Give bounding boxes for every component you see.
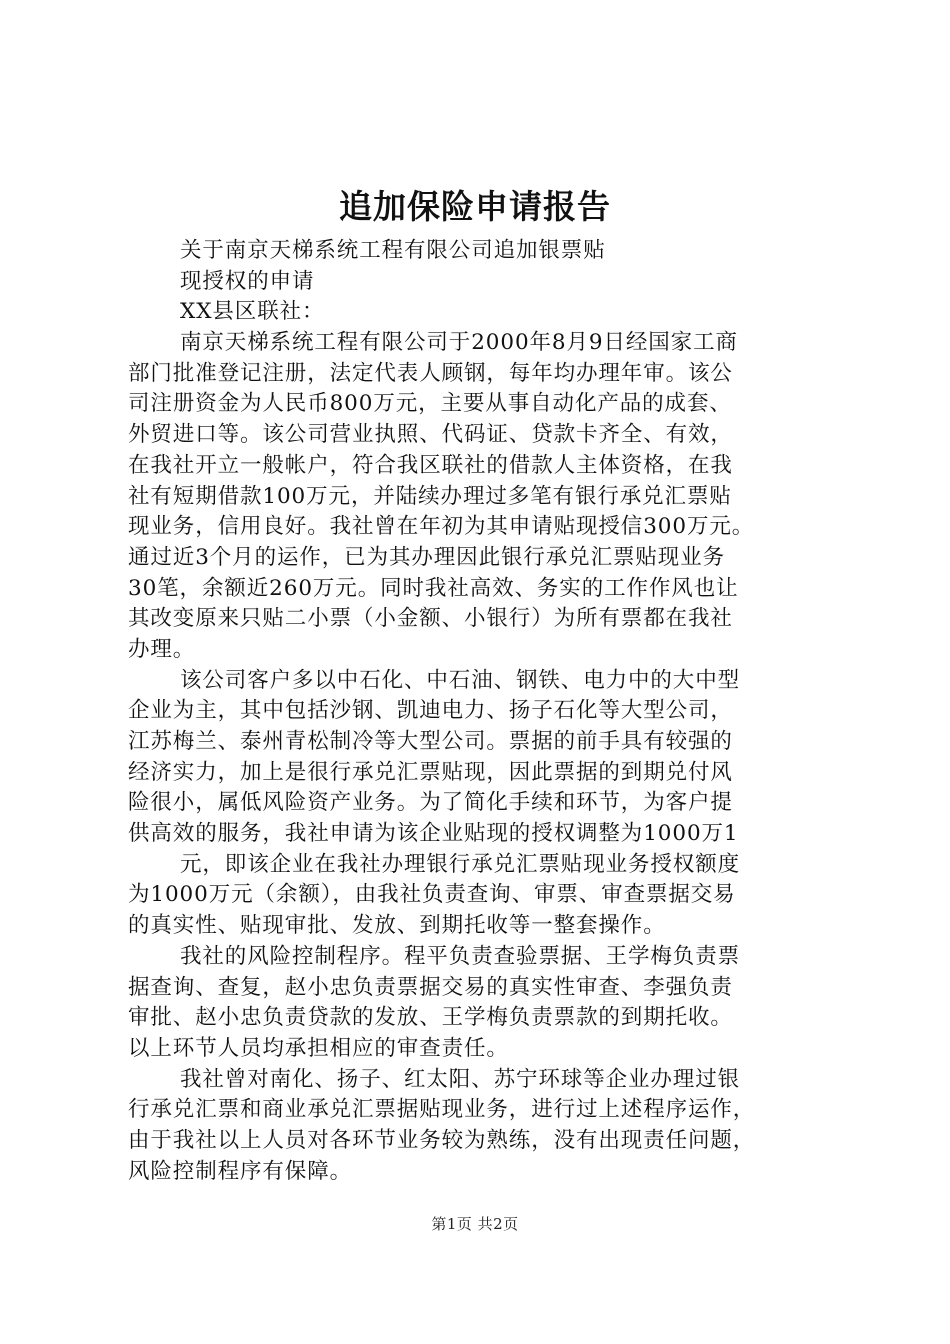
- body-line: 企业为主，其中包括沙钢、凯迪电力、扬子石化等大型公司，: [128, 698, 733, 724]
- body-line: 在我社开立一般帐户，符合我区联社的借款人主体资格，在我: [128, 452, 733, 478]
- body-line: 司注册资金为人民币800万元，主要从事自动化产品的成套、: [128, 391, 732, 417]
- body-line: 办理。: [128, 636, 196, 662]
- body-line: 以上环节人员均承担相应的审查责任。: [128, 1035, 509, 1061]
- body-line: 审批、赵小忠负责贷款的发放、王学梅负责票款的到期托收。: [128, 1005, 733, 1031]
- body-line: 通过近3个月的运作，已为其办理因此银行承兑汇票贴现业务: [128, 544, 725, 570]
- body-line: 供高效的服务，我社申请为该企业贴现的授权调整为1000万1: [128, 821, 739, 847]
- body-line: 社有短期借款100万元，并陆续办理过多笔有银行承兑汇票贴: [128, 483, 732, 509]
- body-line: 行承兑汇票和商业承兑汇票据贴现业务，进行过上述程序运作，: [128, 1097, 756, 1123]
- body-line: 元，即该企业在我社办理银行承兑汇票贴现业务授权额度: [180, 851, 741, 877]
- body-line: 该公司客户多以中石化、中石油、钢铁、电力中的大中型: [180, 667, 741, 693]
- body-line: 南京天梯系统工程有限公司于2000年8月9日经国家工商: [180, 330, 738, 356]
- body-line: 现授权的申请: [180, 268, 315, 294]
- body-line: 部门批准登记注册，法定代表人顾钢，每年均办理年审。该公: [128, 360, 733, 386]
- body-line: 我社曾对南化、扬子、红太阳、苏宁环球等企业办理过银: [180, 1066, 741, 1092]
- body-line: 关于南京天梯系统工程有限公司追加银票贴: [180, 238, 606, 263]
- body-line: 为1000万元（余额），由我社负责查询、审票、审查票据交易: [128, 882, 736, 908]
- body-line: 其改变原来只贴二小票（小金额、小银行）为所有票都在我社: [128, 606, 733, 632]
- body-line: 据查询、查复，赵小忠负责票据交易的真实性审查、李强负责: [128, 974, 733, 1000]
- body-line: 江苏梅兰、泰州青松制冷等大型公司。票据的前手具有较强的: [128, 729, 733, 754]
- body-line: 险很小，属低风险资产业务。为了简化手续和环节，为客户提: [128, 790, 733, 816]
- body-line: 外贸进口等。该公司营业执照、代码证、贷款卡齐全、有效，: [128, 422, 733, 448]
- body-line: 我社的风险控制程序。程平负责查验票据、王学梅负责票: [180, 943, 741, 969]
- document-body: [128, 236, 834, 1187]
- body-line: 的真实性、贴现审批、发放、到期托收等一整套操作。: [128, 913, 666, 939]
- body-line: 现业务，信用良好。我社曾在年初为其申请贴现授信300万元。: [128, 514, 755, 540]
- document-title: 追加保险申请报告: [339, 187, 611, 226]
- page-footer: 第1页 共2页: [431, 1215, 519, 1233]
- body-line: 风险控制程序有保障。: [128, 1158, 353, 1184]
- body-line: XX县区联社：: [180, 299, 325, 325]
- body-line: 由于我社以上人员对各环节业务较为熟练，没有出现责任问题，: [128, 1127, 756, 1153]
- body-line: 经济实力，加上是很行承兑汇票贴现，因此票据的到期兑付风: [128, 759, 733, 785]
- body-line: 30笔，余额近260万元。同时我社高效、务实的工作作风也让: [128, 575, 739, 601]
